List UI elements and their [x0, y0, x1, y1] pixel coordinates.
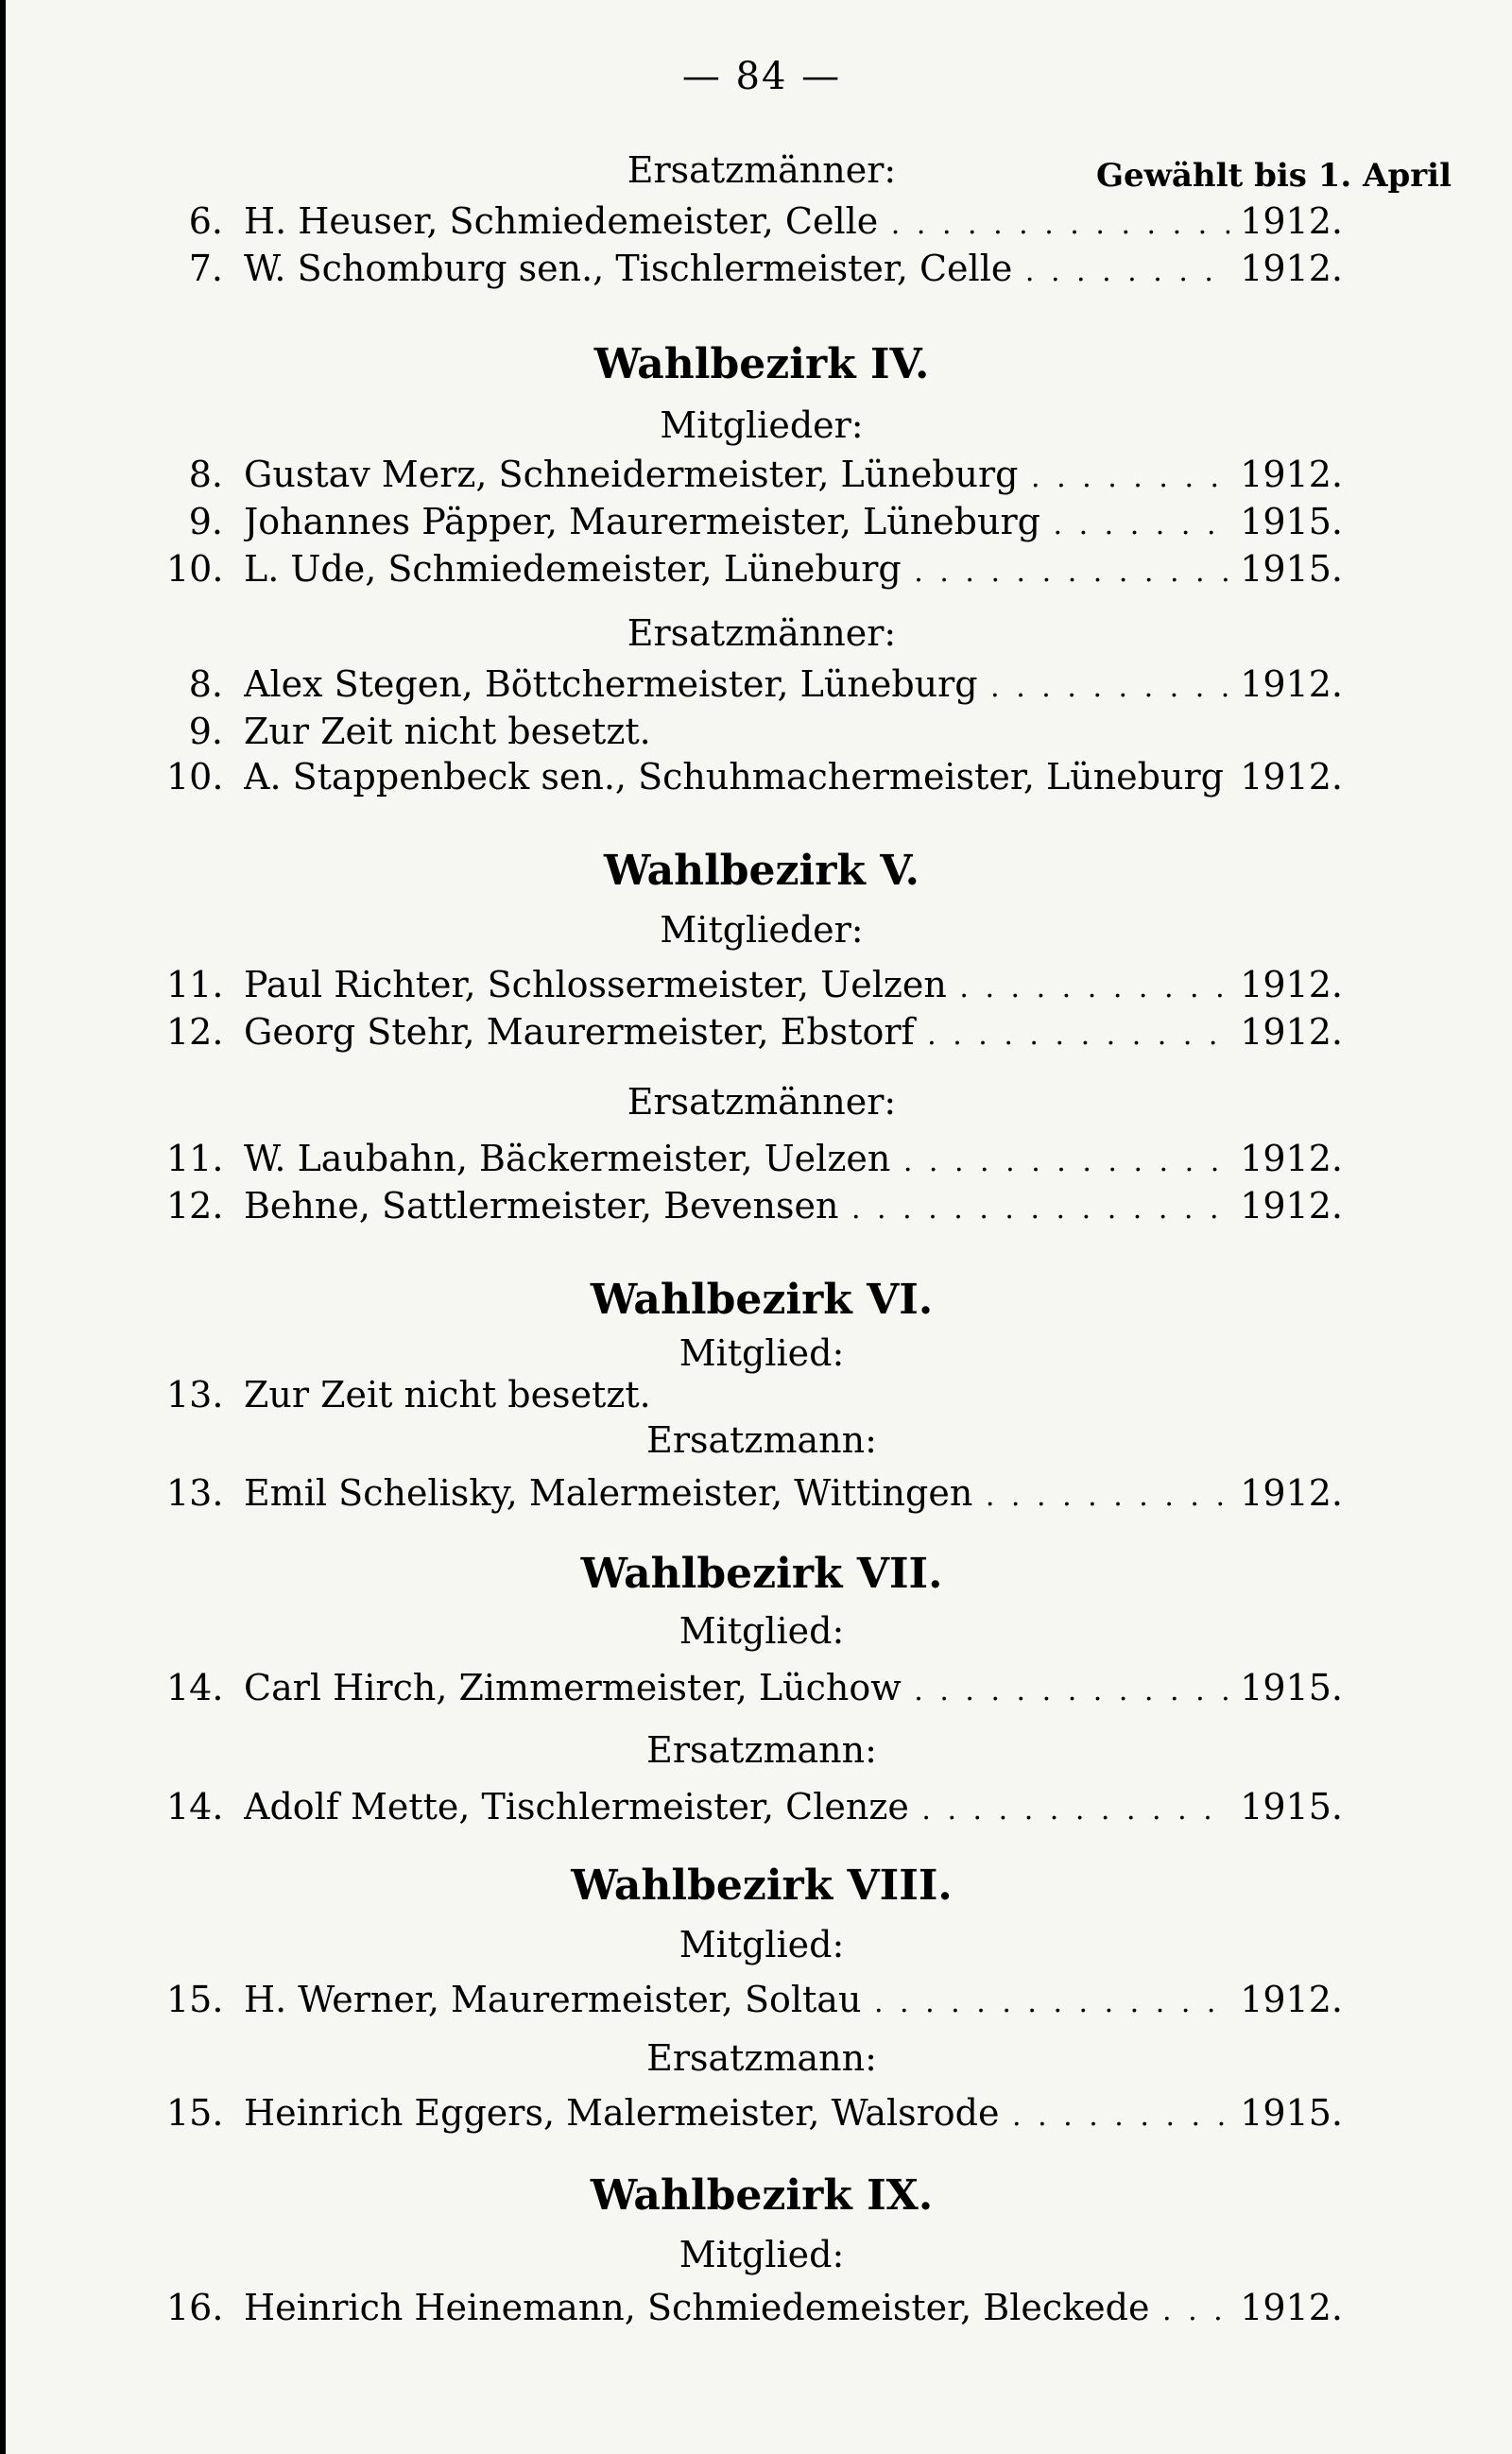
- entry-number: 10.: [166, 756, 224, 798]
- list-item: [166, 548, 1343, 601]
- entry-name: W. Laubahn, Bäckermeister, Uelzen . . .: [244, 1138, 1229, 1179]
- column-note: Gewählt bis 1. April: [1095, 157, 1452, 195]
- entry-number: 15.: [166, 2092, 224, 2134]
- entry-name: Heinrich Heinemann, Schmiedemeister, Bleckede . . .: [244, 2287, 1229, 2328]
- entry-name: Carl Hirch, Zimmermeister, Lüchow . . .: [244, 1667, 1229, 1708]
- entry-year: 1912.: [1240, 2287, 1343, 2328]
- entry-year: 1912.: [1240, 454, 1343, 495]
- entry-year: 1912.: [1240, 1011, 1343, 1053]
- list-item: [166, 248, 1343, 300]
- entry-number: 15.: [166, 1979, 224, 2020]
- entry-number: 11.: [166, 1138, 224, 1179]
- group-label-ersatzmaenner: Ersatzmänner:: [627, 1081, 897, 1123]
- group-label-mitglieder: Mitglieder:: [660, 404, 864, 446]
- entry-number: 9.: [188, 711, 223, 752]
- group-label-ersatzmann: Ersatzmann:: [646, 1729, 877, 1771]
- entry-year: 1915.: [1240, 1667, 1343, 1708]
- entry-name: Zur Zeit nicht besetzt.: [244, 711, 651, 752]
- section-title-wahlbezirk-ix: Wahlbezirk IX.: [590, 2171, 934, 2220]
- section-title-wahlbezirk-vii: Wahlbezirk VII.: [580, 1550, 943, 1598]
- list-item: [166, 1667, 1343, 1720]
- entry-year: 1912.: [1240, 1979, 1343, 2020]
- entry-year: 1912.: [1240, 1472, 1343, 1514]
- entry-number: 10.: [166, 548, 224, 590]
- list-item: [166, 2092, 1343, 2145]
- entry-name: Paul Richter, Schlossermeister, Uelzen . . .: [244, 964, 1229, 1005]
- group-label-mitglied: Mitglied:: [679, 1610, 845, 1652]
- entry-name: Georg Stehr, Maurermeister, Ebstorf . . .: [244, 1011, 1229, 1053]
- list-item: [166, 1138, 1343, 1191]
- group-label-mitglieder: Mitglieder:: [660, 909, 864, 951]
- entry-name: Gustav Merz, Schneidermeister, Lüneburg . . .: [244, 454, 1229, 495]
- group-label-ersatzmann: Ersatzmann:: [646, 1419, 877, 1461]
- group-label-ersatzmaenner: Ersatzmänner:: [627, 612, 897, 654]
- entry-number: 9.: [188, 501, 223, 542]
- entry-number: 6.: [188, 200, 223, 242]
- entry-number: 12.: [166, 1185, 224, 1227]
- entry-name: Zur Zeit nicht besetzt.: [244, 1374, 651, 1416]
- section-title-wahlbezirk-vi: Wahlbezirk VI.: [590, 1276, 934, 1324]
- list-item: [166, 454, 1343, 506]
- list-item: [166, 1979, 1343, 2032]
- section-title-wahlbezirk-iv: Wahlbezirk IV.: [593, 340, 930, 388]
- entry-year: 1915.: [1240, 1786, 1343, 1828]
- section-title-wahlbezirk-viii: Wahlbezirk VIII.: [571, 1862, 953, 1910]
- group-label-ersatzmaenner: Ersatzmänner:: [627, 149, 897, 191]
- entry-name: Johannes Päpper, Maurermeister, Lüneburg . . .: [244, 501, 1229, 542]
- document-page: [6, 0, 1512, 2454]
- entry-number: 14.: [166, 1667, 224, 1708]
- entry-number: 11.: [166, 964, 224, 1005]
- entry-year: 1915.: [1240, 501, 1343, 542]
- entry-name: Adolf Mette, Tischlermeister, Clenze . . .: [244, 1786, 1229, 1828]
- entry-name: Emil Schelisky, Malermeister, Wittingen . . .: [244, 1472, 1229, 1514]
- group-label-mitglied: Mitglied:: [679, 2234, 845, 2275]
- entry-number: 7.: [188, 248, 223, 289]
- group-label-mitglied: Mitglied:: [679, 1332, 845, 1374]
- entry-name: Alex Stegen, Böttchermeister, Lüneburg . . .: [244, 663, 1229, 705]
- list-item: [166, 1472, 1343, 1525]
- entry-name: Heinrich Eggers, Malermeister, Walsrode . . .: [244, 2092, 1229, 2134]
- entry-number: 14.: [166, 1786, 224, 1828]
- page-number: — 84 —: [681, 55, 842, 98]
- list-item: [166, 200, 1343, 253]
- entry-name: Behne, Sattlermeister, Bevensen . . .: [244, 1185, 1229, 1227]
- entry-year: 1912.: [1240, 663, 1343, 705]
- entry-number: 13.: [166, 1472, 224, 1514]
- entry-number: 8.: [188, 663, 223, 705]
- list-item: [166, 1185, 1343, 1238]
- entry-year: 1912.: [1240, 1138, 1343, 1179]
- entry-year: 1912.: [1240, 200, 1343, 242]
- list-item: [166, 501, 1343, 554]
- entry-year: 1915.: [1240, 2092, 1343, 2134]
- entry-year: 1912.: [1240, 248, 1343, 289]
- entry-year: 1912.: [1240, 1185, 1343, 1227]
- entry-year: 1912.: [1240, 964, 1343, 1005]
- entry-name: H. Heuser, Schmiedemeister, Celle . . .: [244, 200, 1229, 242]
- entry-name: H. Werner, Maurermeister, Soltau . . .: [244, 1979, 1229, 2020]
- list-item: [166, 2287, 1343, 2340]
- entry-name: L. Ude, Schmiedemeister, Lüneburg . . .: [244, 548, 1229, 590]
- entry-name: A. Stappenbeck sen., Schuhmachermeister, Lüneburg . . .: [244, 756, 1229, 798]
- entry-year: 1915.: [1240, 548, 1343, 590]
- list-item: [166, 1786, 1343, 1839]
- entry-number: 8.: [188, 454, 223, 495]
- entry-number: 16.: [166, 2287, 224, 2328]
- entry-name: W. Schomburg sen., Tischlermeister, Celle . . .: [244, 248, 1229, 289]
- entry-year: 1912.: [1240, 756, 1343, 798]
- group-label-ersatzmann: Ersatzmann:: [646, 2037, 877, 2079]
- list-item: [166, 663, 1343, 716]
- group-label-mitglied: Mitglied:: [679, 1924, 845, 1965]
- entry-number: 12.: [166, 1011, 224, 1053]
- list-item: [166, 1011, 1343, 1064]
- list-item: [166, 964, 1343, 1017]
- section-title-wahlbezirk-v: Wahlbezirk V.: [603, 847, 920, 895]
- entry-number: 13.: [166, 1374, 224, 1416]
- list-item: [166, 756, 1343, 809]
